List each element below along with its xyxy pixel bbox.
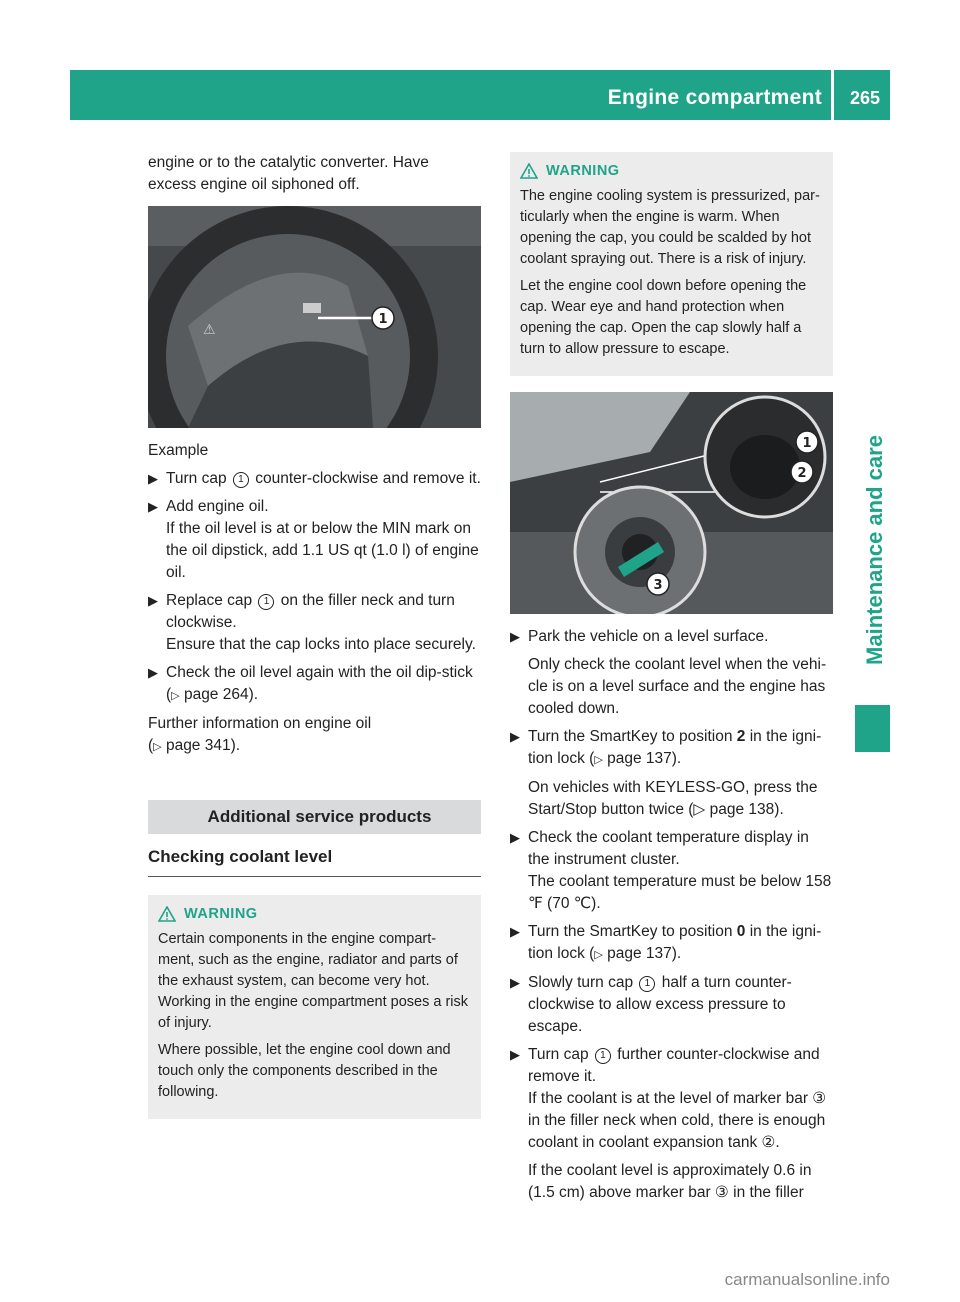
step-arrow-icon: ▶	[510, 830, 520, 845]
photo1-callout: 1	[378, 312, 388, 327]
page-ref-icon: ▷	[171, 690, 180, 702]
warning-title: WARNING	[184, 906, 258, 922]
step-arrow-icon: ▶	[148, 499, 158, 514]
step-arrow-icon: ▶	[510, 629, 520, 644]
coolant-photo	[510, 392, 833, 614]
step-item: ▶ Turn cap 1 counter-clockwise and remove it.	[148, 468, 481, 490]
step-item: ▶ Check the coolant temperature display in the instrument cluster. The coolant temperature must be below 158 ℉ (70 ℃).	[510, 829, 832, 912]
warning-box	[510, 152, 833, 376]
intro-text: engine or to the catalytic converter. Have excess engine oil siphoned off.	[148, 154, 429, 193]
callout-1-icon: 1	[258, 594, 274, 610]
warning-text: Where possible, let the engine cool down and touch only the components described in the following.	[158, 1042, 451, 1100]
warning-title: WARNING	[546, 163, 620, 179]
photo2-callout-2: 2	[797, 466, 807, 481]
step-item: ▶ Check the oil level again with the oil dip-stick (▷ page 264).	[148, 664, 473, 703]
page-ref-link[interactable]: page 341).	[161, 737, 241, 754]
step-item: ▶ Park the vehicle on a level surface.	[510, 626, 833, 648]
section-title: Additional service products	[148, 800, 481, 834]
header-separator	[831, 70, 834, 120]
step-arrow-icon: ▶	[148, 471, 158, 486]
warning-triangle-icon	[520, 163, 538, 179]
step-arrow-icon: ▶	[510, 729, 520, 744]
step-note: Only check the coolant level when the vehi-cle is on a level surface and the engine has cooled down.	[528, 656, 827, 717]
warning-text: Let the engine cool down before opening the cap. Wear eye and hand protection when opening the cap. Open the cap slowly half a turn to allow pressure to escape.	[520, 278, 807, 357]
warning-triangle-icon	[158, 906, 176, 922]
page-ref-link[interactable]: page 137).	[602, 750, 682, 767]
step-item: ▶ Turn cap 1 further counter-clockwise and remove it. If the coolant is at the level of marker bar ③ in the filler neck when cold, there is enough coolant in coolant expansion tank ②.	[510, 1046, 827, 1151]
warning-box	[148, 895, 481, 1119]
warning-text: The engine cooling system is pressurized, par-ticularly when the engine is warm. When opening the cap, you could be scalded by hot coolant spraying out. There is a risk of injury.	[520, 188, 820, 267]
step-item: ▶ Replace cap 1 on the filler neck and turn clockwise. Ensure that the cap locks into place securely.	[148, 592, 476, 653]
photo2-callout-3: 3	[653, 578, 663, 593]
warning-text: Certain components in the engine compart-ment, such as the engine, radiator and parts of the exhaust system, can become very hot. Working in the engine compartment poses a risk of injury.	[158, 931, 469, 1031]
callout-1-icon: 1	[233, 472, 249, 488]
step-arrow-icon: ▶	[148, 665, 158, 680]
step-note: If the coolant level is approximately 0.6 in (1.5 cm) above marker bar ③ in the filler	[528, 1162, 812, 1201]
step-arrow-icon: ▶	[148, 593, 158, 608]
page-ref-icon: ▷	[594, 754, 603, 766]
side-tab	[860, 400, 890, 700]
further-info: Further information on engine oil (▷ page 341).	[148, 715, 372, 754]
page-number: 265	[849, 88, 880, 108]
page-ref-link[interactable]: page 264).	[179, 686, 259, 703]
subheading: Checking coolant level	[148, 846, 481, 877]
svg-text:⚠: ⚠	[203, 322, 216, 338]
step-item: ▶ Turn the SmartKey to position 0 in the igni-tion lock (▷ page 137).	[510, 923, 822, 962]
step-arrow-icon: ▶	[510, 1047, 520, 1062]
callout-1-icon: 1	[639, 976, 655, 992]
side-tab-label: Maintenance and care	[862, 435, 887, 665]
step-item: ▶ Add engine oil. If the oil level is at or below the MIN mark on the oil dipstick, add 1.1 US qt (1.0 l) of engine oil.	[148, 498, 479, 581]
left-column	[148, 152, 481, 1129]
header-title: Engine compartment	[607, 86, 822, 109]
page-ref-icon: ▷	[594, 949, 603, 961]
callout-1-icon: 1	[595, 1048, 611, 1064]
step-arrow-icon: ▶	[510, 924, 520, 939]
right-column	[510, 152, 833, 1210]
step-item: ▶ Turn the SmartKey to position 2 in the igni-tion lock (▷ page 137).	[510, 728, 822, 767]
side-marker	[855, 705, 890, 752]
page-ref-link[interactable]: page 137).	[602, 945, 682, 962]
step-arrow-icon: ▶	[510, 975, 520, 990]
step-note: On vehicles with KEYLESS-GO, press the Start/Stop button twice (▷ page 138).	[528, 779, 818, 818]
photo-caption: Example	[148, 442, 209, 459]
oil-cap-photo	[148, 206, 481, 428]
watermark: carmanualsonline.info	[724, 1270, 890, 1289]
step-item: ▶ Slowly turn cap 1 half a turn counter-clockwise to allow excess pressure to escape.	[510, 974, 792, 1035]
header-bar	[70, 70, 890, 120]
photo2-callout-1: 1	[802, 436, 812, 451]
page-ref-icon: ▷	[153, 741, 162, 753]
